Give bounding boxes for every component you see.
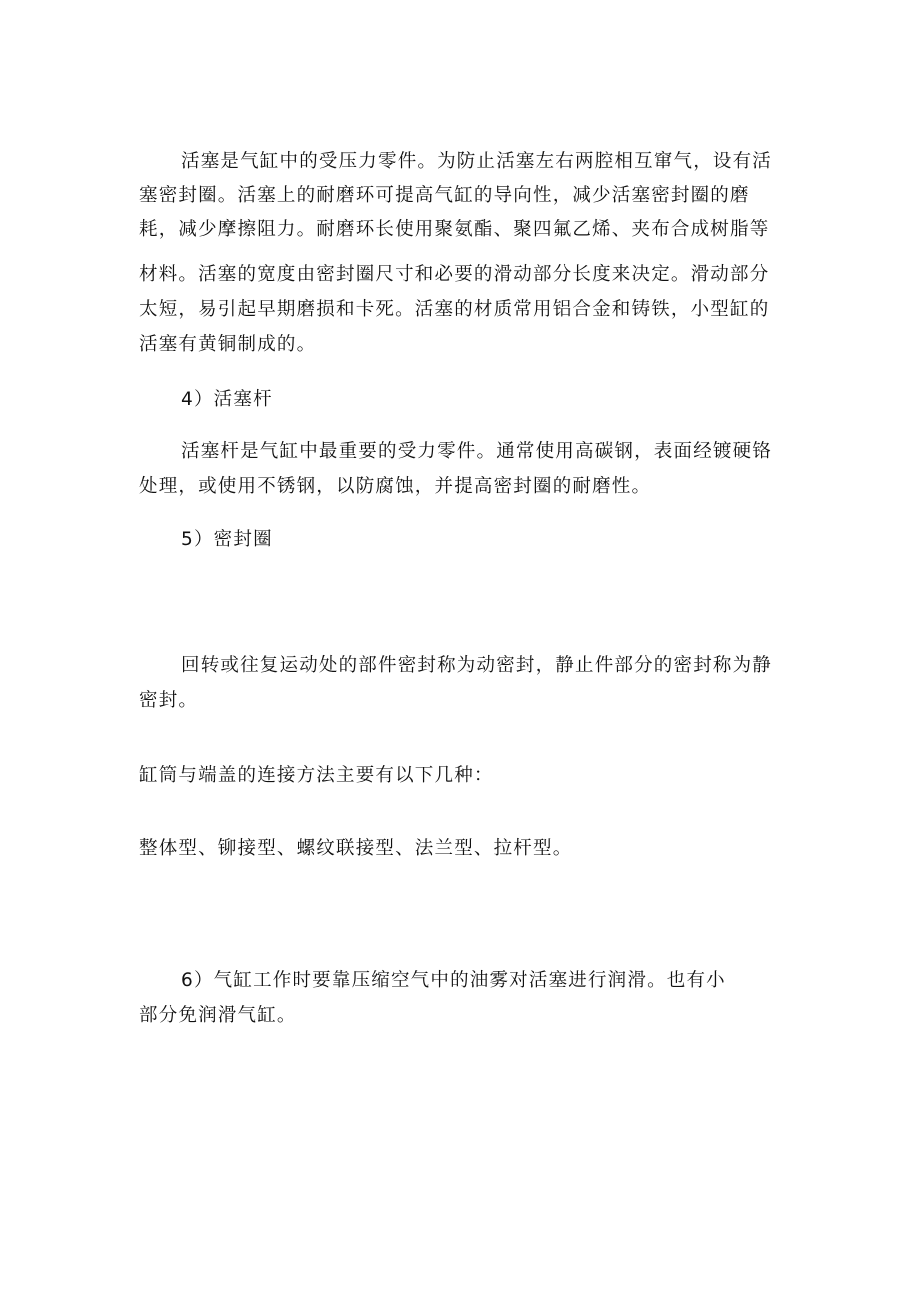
piston-paragraph-line-2: 塞密封圈。活塞上的耐磨环可提高气缸的导向性，减少活塞密封圈的磨 xyxy=(139,185,750,206)
piston-paragraph-line-5: 太短，易引起早期磨损和卡死。活塞的材质常用铝合金和铸铁，小型缸的 xyxy=(139,299,770,320)
piston-paragraph-line-3: 耗，减少摩擦阻力。耐磨环长使用聚氨酯、聚四氟乙烯、夹布合成树脂等 xyxy=(139,219,770,240)
connection-paragraph: 缸筒与端盖的连接方法主要有以下几种： xyxy=(139,765,494,786)
heading-seal: 5）密封圈 xyxy=(181,529,273,550)
seal-paragraph-line-2: 密封。 xyxy=(139,690,199,711)
connection-types-paragraph: 整体型、铆接型、螺纹联接型、法兰型、拉杆型。 xyxy=(139,838,573,859)
lubrication-paragraph-line-1: 6）气缸工作时要靠压缩空气中的油雾对活塞进行润滑。也有小 xyxy=(181,970,726,991)
heading-piston-rod: 4）活塞杆 xyxy=(181,389,273,410)
piston-rod-paragraph-line-1: 活塞杆是气缸中最重要的受力零件。通常使用高碳钢，表面经镀硬铬 xyxy=(181,441,773,462)
lubrication-paragraph-line-2: 部分免润滑气缸。 xyxy=(139,1005,297,1026)
piston-paragraph-line-4: 材料。活塞的宽度由密封圈尺寸和必要的滑动部分长度来决定。滑动部分 xyxy=(139,264,770,285)
piston-paragraph-line-1: 活塞是气缸中的受压力零件。为防止活塞左右两腔相互窜气，设有活 xyxy=(181,151,773,172)
piston-paragraph-line-6: 活塞有黄铜制成的。 xyxy=(139,334,317,355)
piston-rod-paragraph-line-2: 处理，或使用不锈钢，以防腐蚀，并提高密封圈的耐磨性。 xyxy=(139,476,652,497)
seal-paragraph-line-1: 回转或往复运动处的部件密封称为动密封，静止件部分的密封称为静 xyxy=(181,655,773,676)
